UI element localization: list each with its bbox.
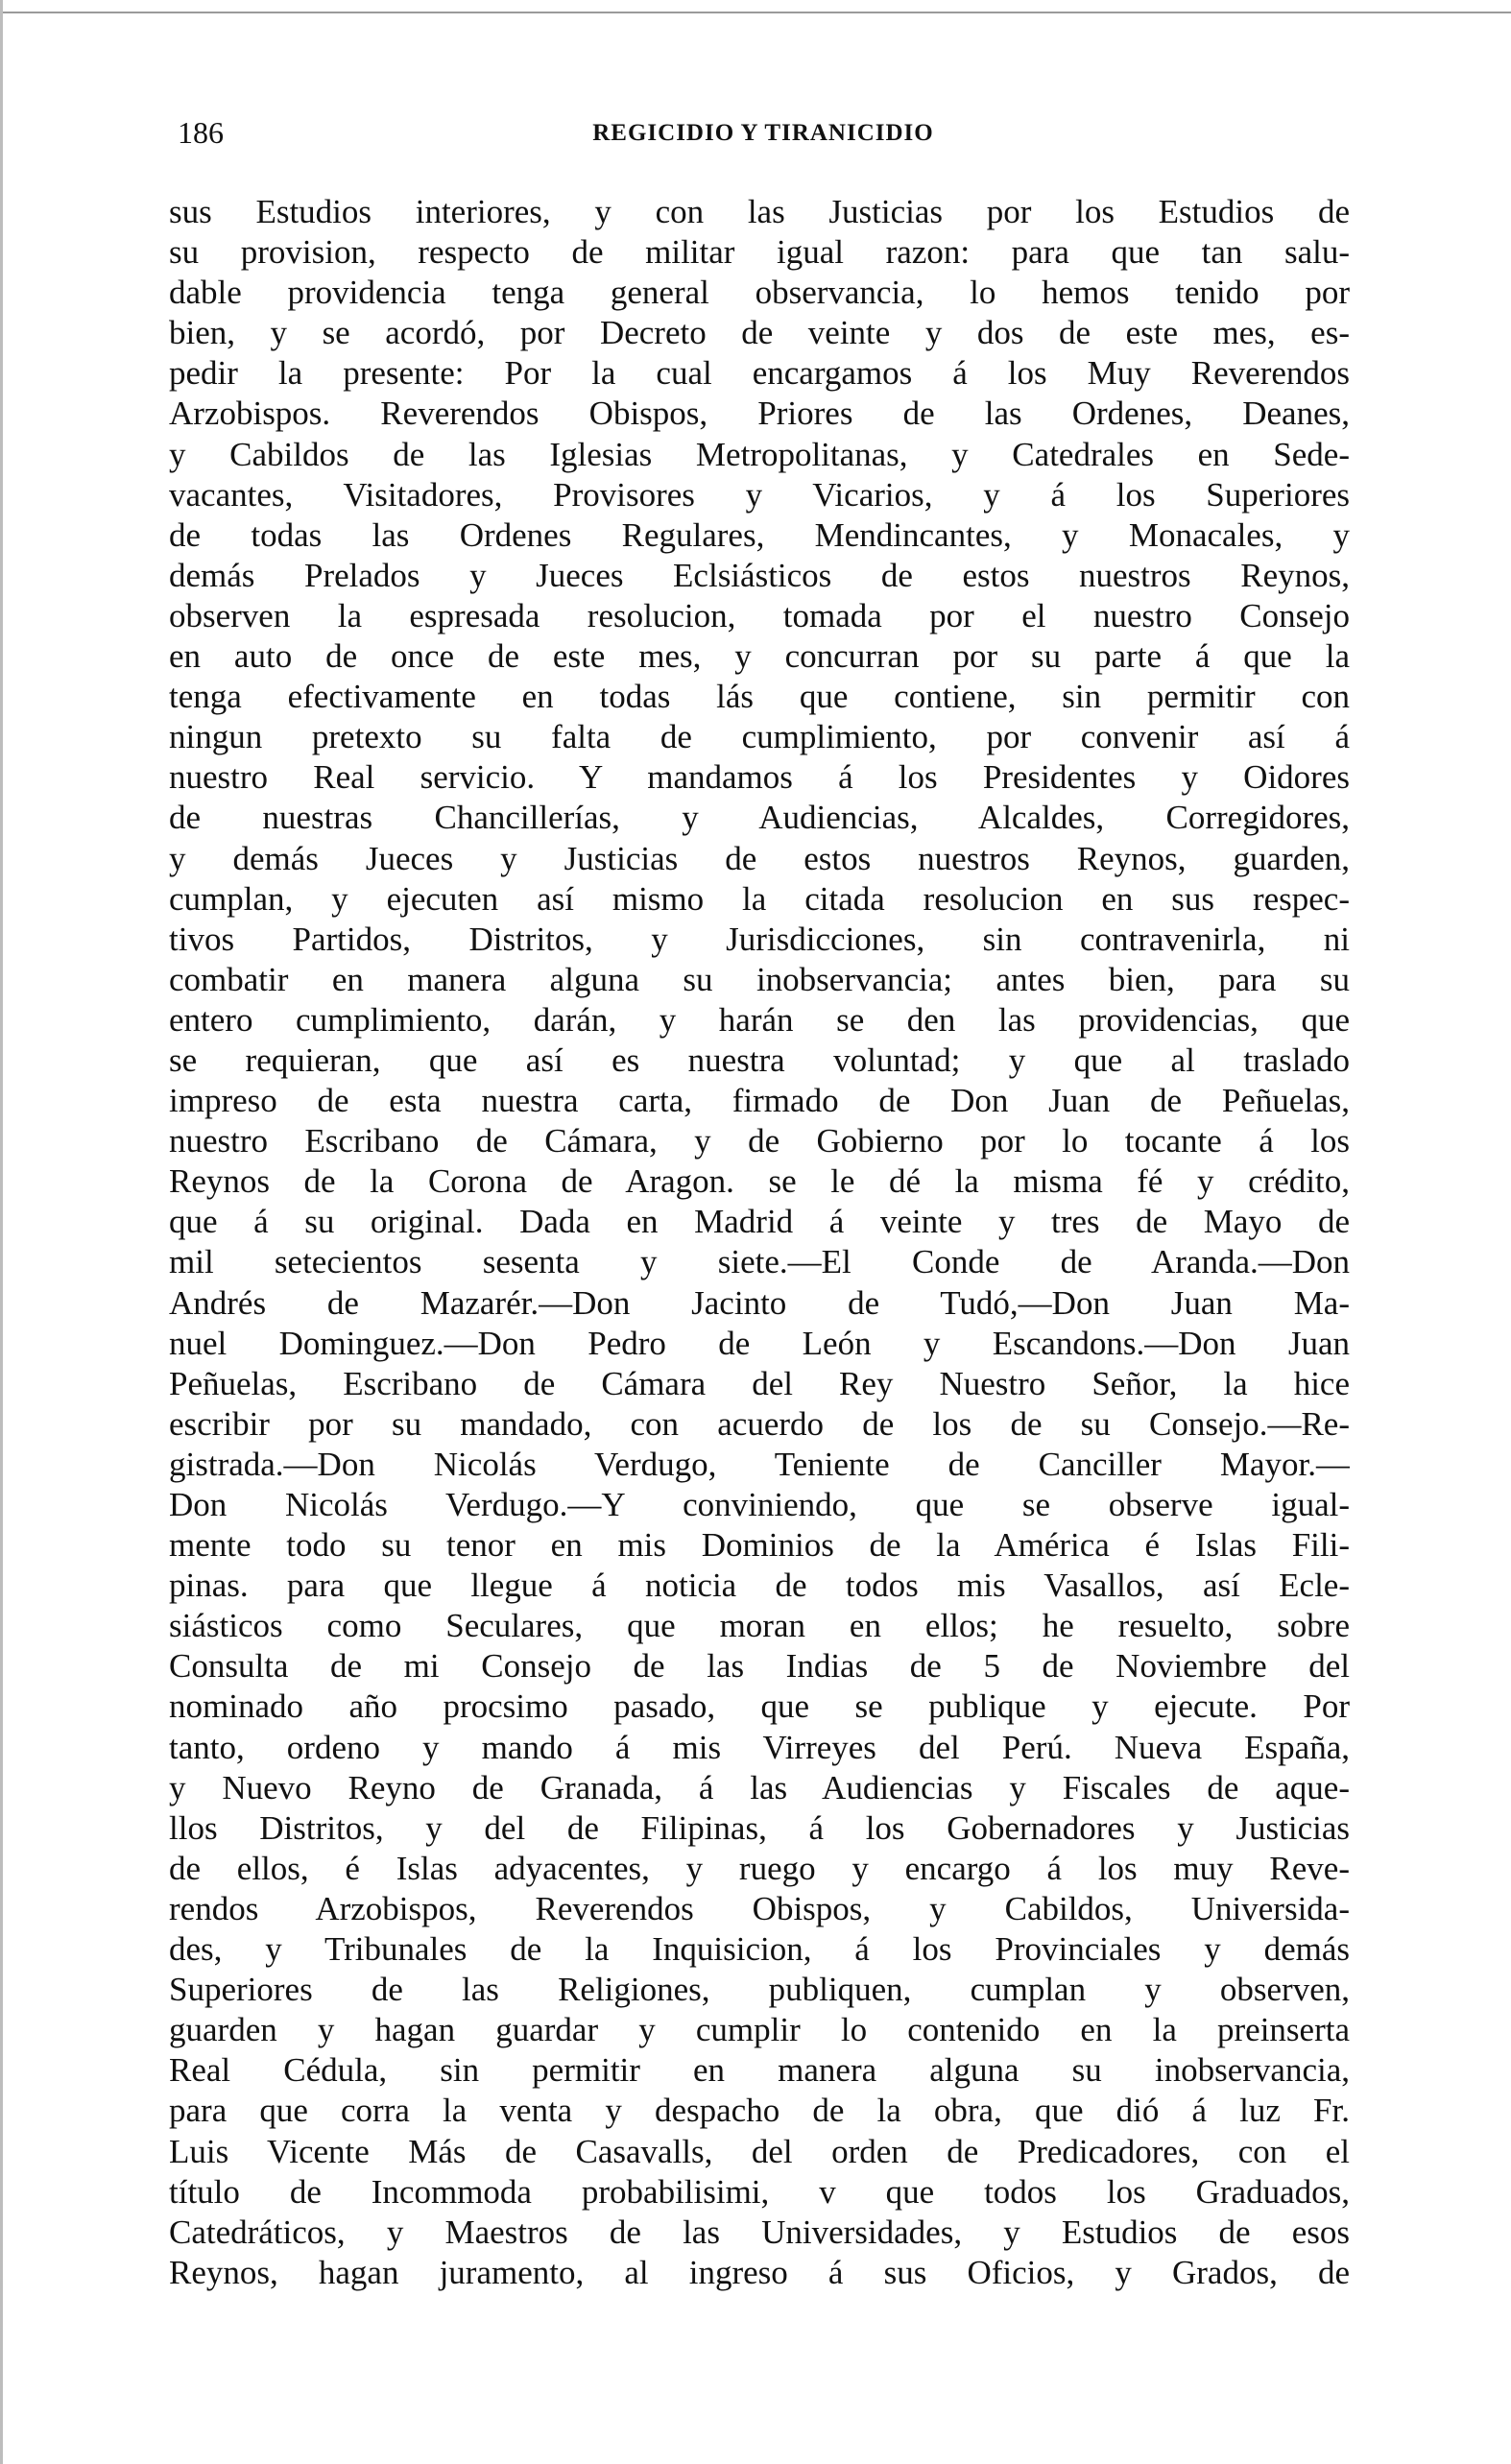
text-line: Reynos, hagan juramento, al ingreso á sus Oficios, y Grados, de	[169, 2253, 1350, 2291]
text-line: vacantes, Visitadores, Provisores y Vicarios, y á los Superiores	[169, 475, 1350, 514]
text-line: guarden y hagan guardar y cumplir lo contenido en la preinserta	[169, 2011, 1350, 2049]
page-number: 186	[178, 115, 224, 150]
scan-left-edge	[0, 0, 3, 2464]
text-line: mil setecientos sesenta y siete.—El Conde de Aranda.—Don	[169, 1243, 1350, 1281]
scan-top-edge	[0, 0, 1511, 13]
text-line: cumplan, y ejecuten así mismo la citada resolucion en sus respec-	[169, 879, 1350, 918]
text-line: observen la espresada resolucion, tomada por el nuestro Consejo	[169, 596, 1350, 634]
text-line: Don Nicolás Verdugo.—Y conviniendo, que se observe igual-	[169, 1486, 1350, 1523]
text-line: bien, y se acordó, por Decreto de veinte y dos de este mes, es-	[169, 314, 1350, 352]
text-line: llos Distritos, y del de Filipinas, á los Gobernadores y Justicias	[169, 1808, 1350, 1847]
text-line: sus Estudios interiores, y con las Justicias por los Estudios de	[169, 193, 1350, 230]
text-line: demás Prelados y Jueces Eclsiásticos de estos nuestros Reynos,	[169, 556, 1350, 594]
text-line: Peñuelas, Escribano de Cámara del Rey Nuestro Señor, la hice	[169, 1364, 1350, 1402]
text-line: para que corra la venta y despacho de la obra, que dió á luz Fr.	[169, 2092, 1350, 2130]
text-line: nuestro Real servicio. Y mandamos á los Presidentes y Oidores	[169, 758, 1350, 797]
text-line: y Nuevo Reyno de Granada, á las Audiencias y Fiscales de aque-	[169, 1768, 1350, 1806]
text-line: tivos Partidos, Distritos, y Jurisdicciones, sin contravenirla, ni	[169, 920, 1350, 958]
text-line: pedir la presente: Por la cual encargamos á los Muy Reverendos	[169, 354, 1350, 393]
text-line: impreso de esta nuestra carta, firmado de Don Juan de Peñuelas,	[169, 1082, 1350, 1120]
text-line: pinas. para que llegue á noticia de todos mis Vasallos, así Ecle-	[169, 1567, 1350, 1605]
text-line: ningun pretexto su falta de cumplimiento, por convenir así á	[169, 718, 1350, 756]
text-line: y Cabildos de las Iglesias Metropolitanas, y Catedrales en Sede-	[169, 435, 1350, 473]
text-line: Consulta de mi Consejo de las Indias de 5 de Noviembre del	[169, 1647, 1350, 1686]
text-line: de ellos, é Islas adyacentes, y ruego y encargo á los muy Reve-	[169, 1849, 1350, 1887]
page-header	[178, 113, 1349, 152]
text-line: de todas las Ordenes Regulares, Mendincantes, y Monacales, y	[169, 515, 1350, 554]
text-line: Reynos de la Corona de Aragon. se le dé la misma fé y crédito,	[169, 1162, 1350, 1201]
text-line: Catedráticos, y Maestros de las Universidades, y Estudios de esos	[169, 2213, 1350, 2251]
text-line: que á su original. Dada en Madrid á veinte y tres de Mayo de	[169, 1203, 1350, 1241]
text-line: nominado año procsimo pasado, que se publique y ejecute. Por	[169, 1687, 1350, 1726]
text-line: rendos Arzobispos, Reverendos Obispos, y Cabildos, Universida-	[169, 1889, 1350, 1927]
text-line: Superiores de las Religiones, publiquen, cumplan y observen,	[169, 1971, 1350, 2009]
text-line: en auto de once de este mes, y concurran por su parte á que la	[169, 637, 1350, 676]
text-line: Andrés de Mazarér.—Don Jacinto de Tudó,—Don Juan Ma-	[169, 1283, 1350, 1322]
text-line: su provision, respecto de militar igual razon: para que tan salu-	[169, 233, 1350, 272]
text-line: nuel Dominguez.—Don Pedro de León y Escandons.—Don Juan	[169, 1324, 1350, 1362]
text-line: y demás Jueces y Justicias de estos nuestros Reynos, guarden,	[169, 839, 1350, 877]
text-line: dable providencia tenga general observancia, lo hemos tenido por	[169, 274, 1350, 312]
text-line: siásticos como Seculares, que moran en ellos; he resuelto, sobre	[169, 1607, 1350, 1645]
text-line: título de Incommoda probabilisimi, v que todos los Graduados,	[169, 2172, 1350, 2211]
text-line: tenga efectivamente en todas lás que contiene, sin permitir con	[169, 678, 1350, 716]
text-line: Real Cédula, sin permitir en manera alguna su inobservancia,	[169, 2051, 1350, 2090]
text-line: tanto, ordeno y mando á mis Virreyes del Perú. Nueva España,	[169, 1728, 1350, 1766]
text-line: de nuestras Chancillerías, y Audiencias, Alcaldes, Corregidores,	[169, 799, 1350, 837]
text-line: se requieran, que así es nuestra voluntad; y que al traslado	[169, 1041, 1350, 1079]
text-line: gistrada.—Don Nicolás Verdugo, Teniente de Canciller Mayor.—	[169, 1445, 1350, 1483]
text-line: entero cumplimiento, darán, y harán se den las providencias, que	[169, 1000, 1350, 1039]
text-line: mente todo su tenor en mis Dominios de la América é Islas Fili-	[169, 1526, 1350, 1565]
text-line: des, y Tribunales de la Inquisicion, á los Provinciales y demás	[169, 1930, 1350, 1969]
text-line: nuestro Escribano de Cámara, y de Gobierno por lo tocante á los	[169, 1122, 1350, 1160]
text-line: combatir en manera alguna su inobservancia; antes bien, para su	[169, 960, 1350, 998]
text-line: Arzobispos. Reverendos Obispos, Priores de las Ordenes, Deanes,	[169, 395, 1350, 433]
text-line: escribir por su mandado, con acuerdo de los de su Consejo.—Re-	[169, 1404, 1350, 1443]
text-line: Luis Vicente Más de Casavalls, del orden de Predicadores, con el	[169, 2132, 1350, 2170]
running-head: REGICIDIO Y TIRANICIDIO	[592, 120, 934, 146]
body-text	[169, 192, 1350, 2293]
